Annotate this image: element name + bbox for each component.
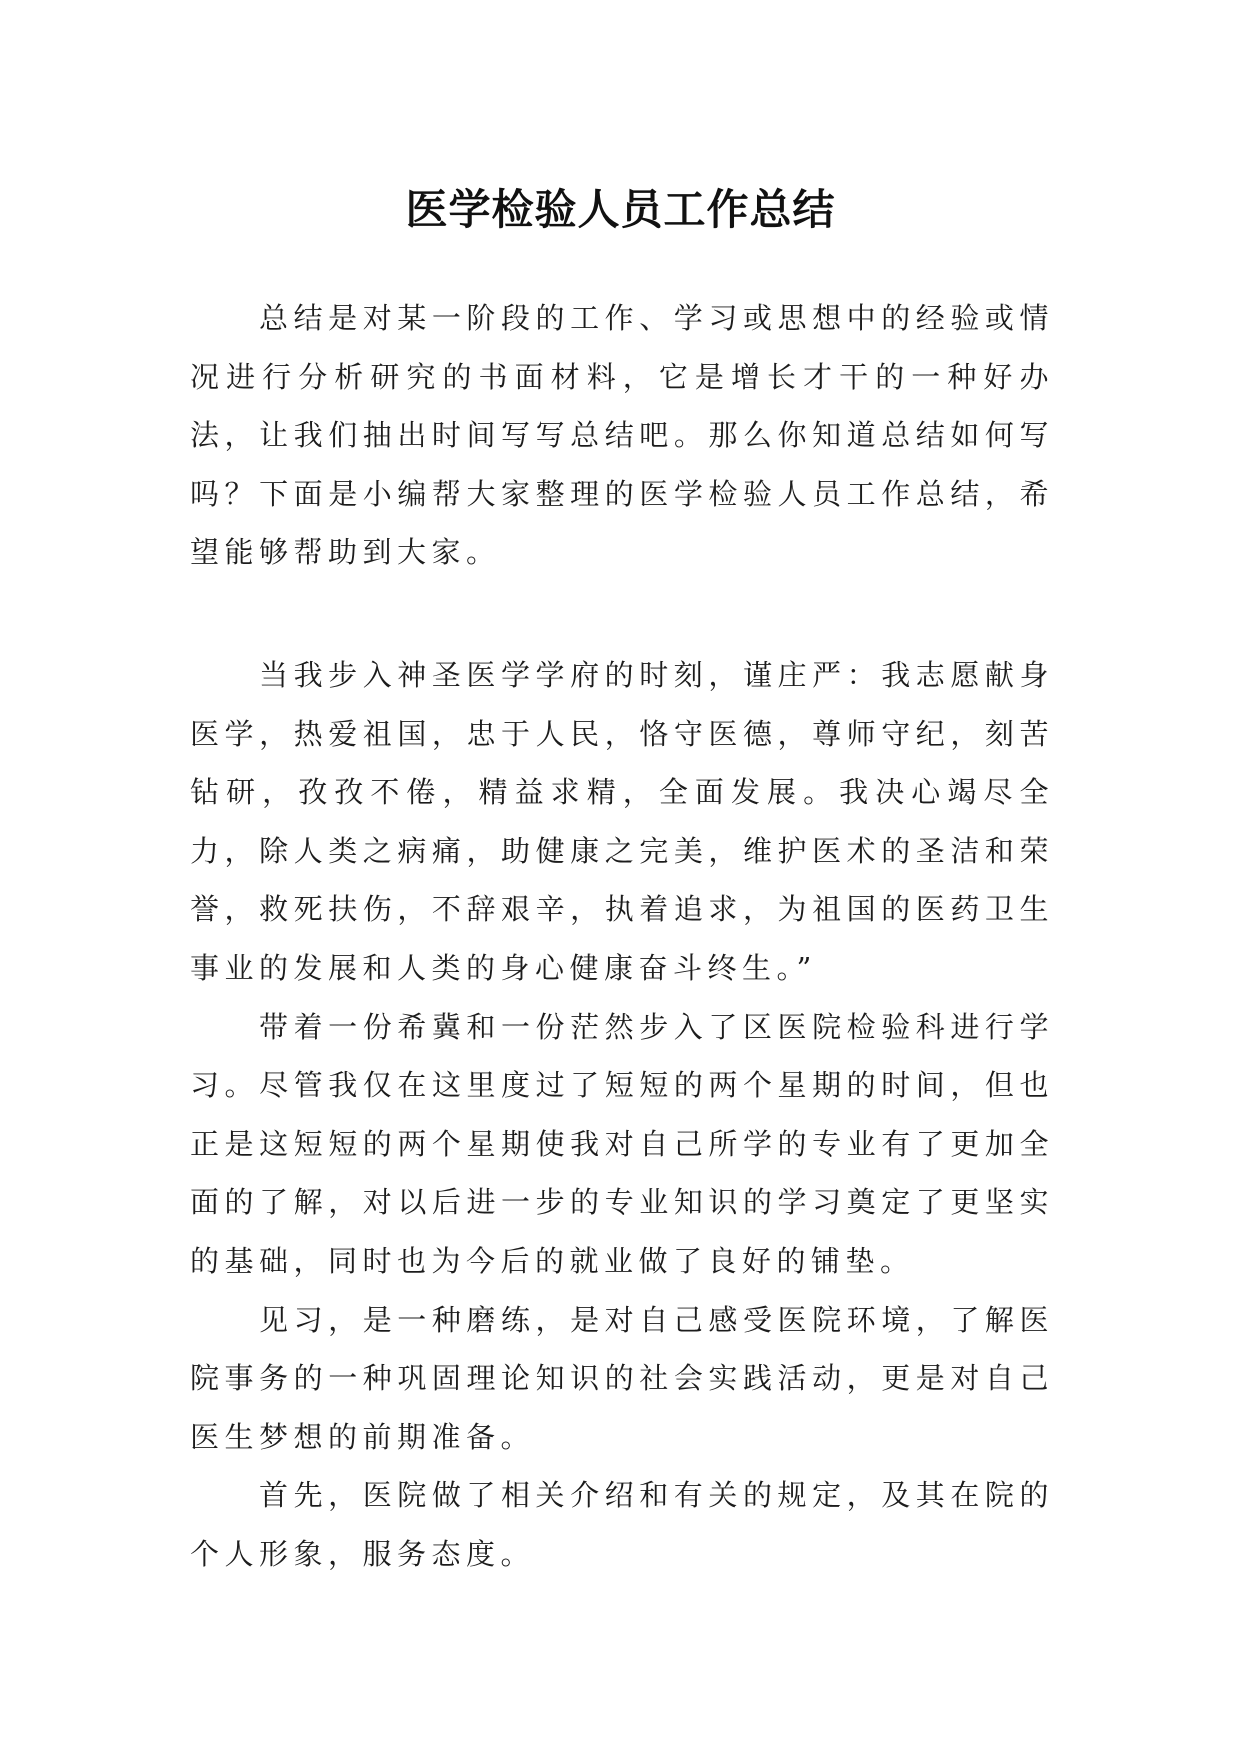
body-paragraph-internship: 带着一份希冀和一份茫然步入了区医院检验科进行学习。尽管我仅在这里度过了短短的两个星期的时间，但也正是这短短的两个星期使我对自己所学的专业有了更加全面的了解，对以后进一步的专业知识的学习奠定了更坚实的基础，同时也为今后的就业做了良好的铺垫。 bbox=[190, 1009, 1054, 1278]
document-body bbox=[190, 289, 1054, 1583]
paragraph-spacer bbox=[190, 582, 1054, 646]
body-paragraph-practice: 见习，是一种磨练，是对自己感受医院环境，了解医院事务的一种巩固理论知识的社会实践活动，更是对自己医生梦想的前期准备。 bbox=[190, 1302, 1054, 1454]
body-paragraph-first: 首先，医院做了相关介绍和有关的规定，及其在院的个人形象，服务态度。 bbox=[190, 1478, 1054, 1571]
body-paragraph-oath: 当我步入神圣医学学府的时刻，谨庄严：我志愿献身医学，热爱祖国，忠于人民，恪守医德，尊师守纪，刻苦钻研，孜孜不倦，精益求精，全面发展。我决心竭尽全力，除人类之病痛，助健康之完美，维护医术的圣洁和荣誉，救死扶伤，不辞艰辛，执着追求，为祖国的医药卫生事业的发展和人类的身心健康奋斗终生。” bbox=[190, 657, 1054, 985]
document-title: 医学检验人员工作总结 bbox=[405, 185, 836, 235]
intro-paragraph: 总结是对某一阶段的工作、学习或思想中的经验或情况进行分析研究的书面材料，它是增长才干的一种好办法，让我们抽出时间写写总结吧。那么你知道总结如何写吗？下面是小编帮大家整理的医学检验人员工作总结，希望能够帮助到大家。 bbox=[190, 301, 1054, 570]
